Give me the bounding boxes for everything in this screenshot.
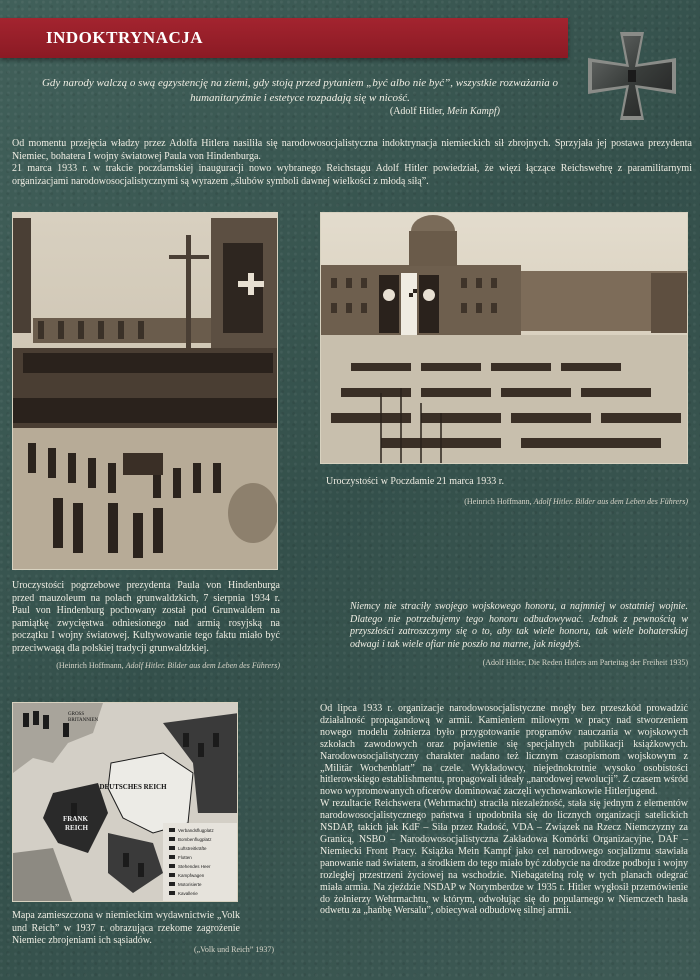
funeral-credit: (Heinrich Hoffmann, Adolf Hitler. Bilder aus dem Leben des Führers) xyxy=(56,661,280,670)
map-legend-item: Verbandsflugplatz xyxy=(178,828,214,833)
iron-cross-icon xyxy=(586,30,678,122)
propaganda-map xyxy=(12,702,238,902)
epigraph-quote: Gdy narody walczą o swą egzystencję na ziemi, gdy stoją przed pytaniem „być albo nie być”, wszystkie rozważania o humanitaryźmie i estetyce rozpadają się w nicość. xyxy=(41,77,559,104)
intro-paragraph: Od momentu przejęcia władzy przez Adolfa Hitlera nasiliła się narodowosocjalistyczna indoktrynacja niemieckich sił zbrojnych. Sprzyjała jej postawa prezydenta Niemiec, bohatera I wojny światowej Paula von Hindenburga. xyxy=(12,138,692,162)
map-legend-item: Stehendes Heer xyxy=(178,864,211,869)
map-credit: („Volk und Reich” 1937) xyxy=(193,945,274,954)
funeral-caption: Uroczystości pogrzebowe prezydenta Paula von Hindenburga przed mauzoleum na polach grunwaldzkich, 7 sierpnia 1934 r. Paul von Hindenburg pochowany został pod Grunwaldem na pamiątkę zwycięstwa odniesionego nad armią rosyjską na początku I wojny światowej. Kultywowanie tego faktu miało być przeciwwagą dla polskiej tradycji grunwaldzkiej. xyxy=(12,580,280,654)
potsdam-photo xyxy=(320,212,688,464)
map-label-reich: DEUTSCHES REICH xyxy=(99,783,167,791)
map-label-reich-small: REICH xyxy=(65,824,88,832)
article-paragraph: Od lipca 1933 r. organizacje narodowosocjalistyczne mogły bez przeszkód prowadzić działalność propagandową w armii. Kamieniem milowym w pracy nad stworzeniem nowego modelu żołnierza było przygotowanie programów nauczania w wojskowych szkołach zawodowych oraz pojawienie się specjalnych publikacji książkowych. Narodowosocjalistyczny charakter nadano też licznym czasopismom wojskowym z „Militär Wochenblatt” na czele. Wykładowcy, niejednokrotnie wysoko osobistości hitlerowskiego establishmentu, propagowali ideały „narodowej rewolucji”. Z czasem wśród nowo wypromowanych oficerów dominować zaczęli wychowankowie Hitlerjugend. xyxy=(320,703,688,798)
intro-text xyxy=(12,138,692,188)
map-legend-item: Kampfwagen xyxy=(178,873,205,878)
map-caption: Mapa zamieszczona w niemieckim wydawnictwie „Volk und Reich” w 1937 r. obrazująca rzekome zagrożenie Niemiec zbrojeniami ich sąsiadów. xyxy=(12,910,240,946)
potsdam-caption: Uroczystości w Poczdamie 21 marca 1933 r. xyxy=(326,476,505,487)
map-legend-item: Luftstreitkräfte xyxy=(178,846,207,851)
funeral-photo xyxy=(12,212,278,570)
article-paragraph: W rezultacie Reichswera (Wehrmacht) straciła niezależność, stała się jednym z elementów narodowosocjalistycznego państwa i upodobniła się do licznych organizacji satelickich NSDAP, takich jak KdF – Siła przez Radość, VDA – Związek na Rzecz Niemczyzny za Granicą, NSBO – Narodowosocjalistyczna Zakładowa Komórki Organizacyjne, DAF – Niemiecki Front Pracy. Książka Mein Kampf jako cel narodowego socjalizmu stawiała panowanie nad światem, a środkiem do tego miało być zdobycie na drodze podboju i wojny rozległej przestrzeni życiowej na wschodzie. Niebagatelną rolę w tych planach odegrać miała armia. Na zjeździe NSDAP w Norymberdze w 1935 r. Hitler wygłosił przemówienie do żołnierzy Wehrmachtu, w którym, odwołując się do popularnego w Niemczech hasła odwetu za „hańbę Wersalu”, obiecywał odbudowę silnej armii. xyxy=(320,798,688,917)
hitler-quote-source: (Adolf Hitler, Die Reden Hitlers am Parteitag der Freiheit 1935) xyxy=(482,658,688,667)
map-legend-item: Bombenflugplatz xyxy=(178,837,212,842)
page-title: INDOKTRYNACJA xyxy=(46,28,204,47)
map-legend-item: Kavallerie xyxy=(178,891,198,896)
map-label-britannien: BRITANNIEN xyxy=(68,718,99,723)
map-legend-item: Motorisierte xyxy=(178,882,202,887)
map-legend-item: Flotten xyxy=(178,855,192,860)
main-article-text xyxy=(320,703,688,917)
map-label-gross: GROSS xyxy=(68,712,85,717)
intro-paragraph: 21 marca 1933 r. w trakcie poczdamskiej inauguracji nowo wybranego Reichstagu Adolf Hitler powiedział, że więzi łączące Reichswehrę z paramilitarnymi organizacjami narodowosocjalistycznymi są wyrazem „ślubów symboli dawnej wielkości z młodą siłą”. xyxy=(12,163,692,187)
epigraph-source: (Adolf Hitler, Mein Kampf) xyxy=(389,106,500,117)
map-label-frank: FRANK xyxy=(63,815,88,823)
potsdam-credit: (Heinrich Hoffmann, Adolf Hitler. Bilder aus dem Leben des Führers) xyxy=(464,497,688,506)
hitler-quote: Niemcy nie straciły swojego wojskowego honoru, a najmniej w ostatniej wojnie. Dlatego nie potrzebujemy tego honoru odbudowywać. Jednak z pewnością w przyszłości zatroszczymy się o to, aby tak wiele honoru, tak wiele bohaterskiej odwagi i tak wiele ofiar nie poszło na marne, jak niegdyś. xyxy=(350,601,688,650)
title-bar xyxy=(0,18,568,58)
